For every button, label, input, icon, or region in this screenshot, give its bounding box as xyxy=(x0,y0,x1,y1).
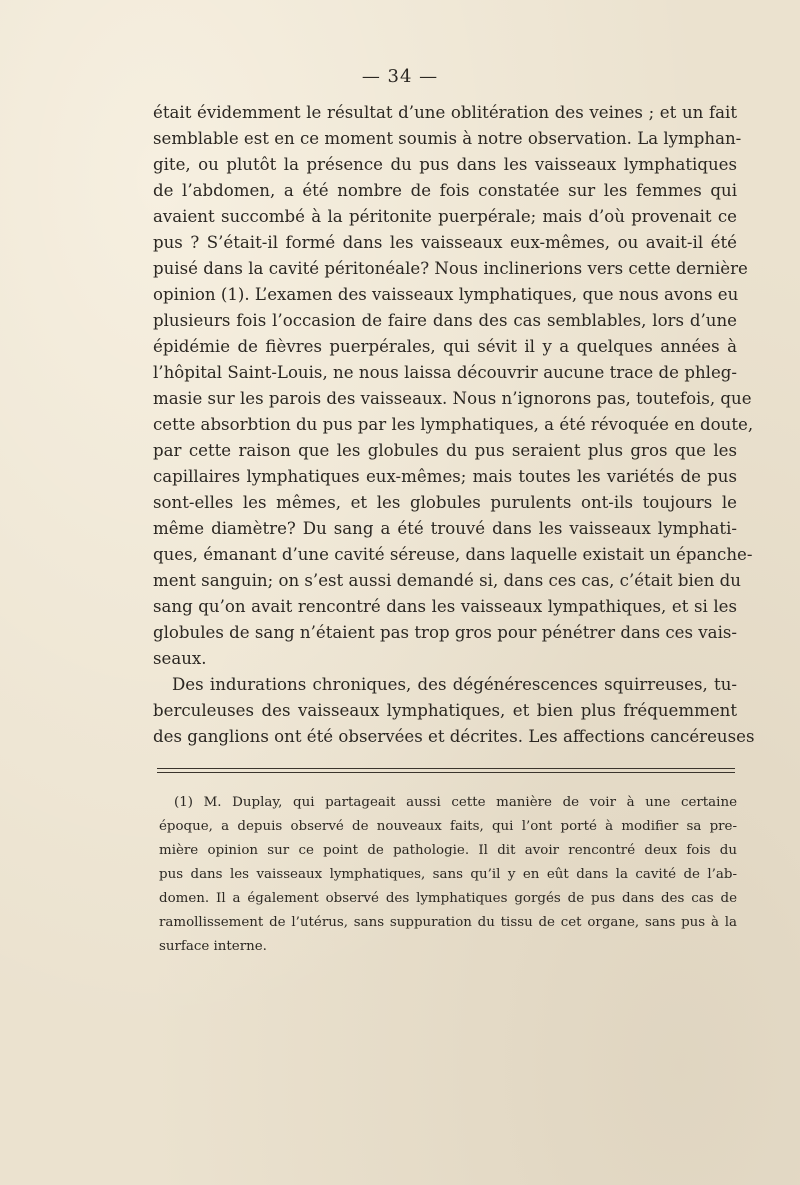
footnote-separator-thin xyxy=(157,772,735,773)
text-line: berculeuses des vaisseaux lymphatiques, et bien plus fréquemment xyxy=(153,701,737,720)
text-line: cette absorbtion du pus par les lymphatiques, a été révoquée en doute, xyxy=(153,415,754,434)
footnote-line: domen. Il a également observé des lymphatiques gorgés de pus dans des cas de xyxy=(159,891,737,906)
text-line: ment sanguin; on s’est aussi demandé si, dans ces cas, c’était bien du xyxy=(153,571,741,590)
footnote-line: mière opinion sur ce point de pathologie. Il dit avoir rencontré deux fois du xyxy=(159,843,737,858)
text-line: opinion (1). L’examen des vaisseaux lymphatiques, que nous avons eu xyxy=(153,285,739,304)
text-line: épidémie de fièvres puerpérales, qui sévit il y a quelques années à xyxy=(153,337,737,356)
text-line: sont-elles les mêmes, et les globules purulents ont-ils toujours le xyxy=(153,493,737,512)
text-line: était évidemment le résultat d’une oblitération des veines ; et un fait xyxy=(153,103,737,122)
text-line: semblable est en ce moment soumis à notre observation. La lymphan- xyxy=(153,129,742,148)
text-line: par cette raison que les globules du pus seraient plus gros que les xyxy=(153,441,737,460)
text-line: ques, émanant d’une cavité séreuse, dans laquelle existait un épanche- xyxy=(153,545,753,564)
text-line: gite, ou plutôt la présence du pus dans les vaisseaux lymphatiques xyxy=(153,155,737,174)
footnote-separator xyxy=(157,768,735,769)
footnote-line: époque, a depuis observé de nouveaux faits, qui l’ont porté à modifier sa pre- xyxy=(159,819,737,834)
text-line: Des indurations chroniques, des dégénérescences squirreuses, tu- xyxy=(172,675,737,694)
text-line: de l’abdomen, a été nombre de fois constatée sur les femmes qui xyxy=(153,181,737,200)
footnote-line: ramollissement de l’utérus, sans suppuration du tissu de cet organe, sans pus à la xyxy=(159,915,737,930)
footnote-line: (1) M. Duplay, qui partageait aussi cette manière de voir à une certaine xyxy=(174,795,737,810)
text-line: seaux. xyxy=(153,649,207,668)
page-number: — 34 — xyxy=(361,66,439,87)
text-line: l’hôpital Saint-Louis, ne nous laissa découvrir aucune trace de phleg- xyxy=(153,363,737,382)
text-line: des ganglions ont été observées et décrites. Les affections cancéreuses xyxy=(153,727,755,746)
text-line: plusieurs fois l’occasion de faire dans des cas semblables, lors d’une xyxy=(153,311,737,330)
text-line: masie sur les parois des vaisseaux. Nous n’ignorons pas, toutefois, que xyxy=(153,389,752,408)
footnote-line: pus dans les vaisseaux lymphatiques, sans qu’il y en eût dans la cavité de l’ab- xyxy=(159,867,737,882)
text-line: puisé dans la cavité péritonéale? Nous inclinerions vers cette dernière xyxy=(153,259,748,278)
footnote-line: surface interne. xyxy=(159,939,267,954)
text-line: même diamètre? Du sang a été trouvé dans les vaisseaux lymphati- xyxy=(153,519,737,538)
footnote xyxy=(159,791,737,959)
text-line: sang qu’on avait rencontré dans les vaisseaux lympathiques, et si les xyxy=(153,597,737,616)
text-line: globules de sang n’étaient pas trop gros pour pénétrer dans ces vais- xyxy=(153,623,737,642)
text-line: capillaires lymphatiques eux-mêmes; mais toutes les variétés de pus xyxy=(153,467,737,486)
text-line: avaient succombé à la péritonite puerpérale; mais d’où provenait ce xyxy=(153,207,737,226)
text-line: pus ? S’était-il formé dans les vaisseaux eux-mêmes, ou avait-il été xyxy=(153,233,737,252)
main-text xyxy=(153,100,755,750)
